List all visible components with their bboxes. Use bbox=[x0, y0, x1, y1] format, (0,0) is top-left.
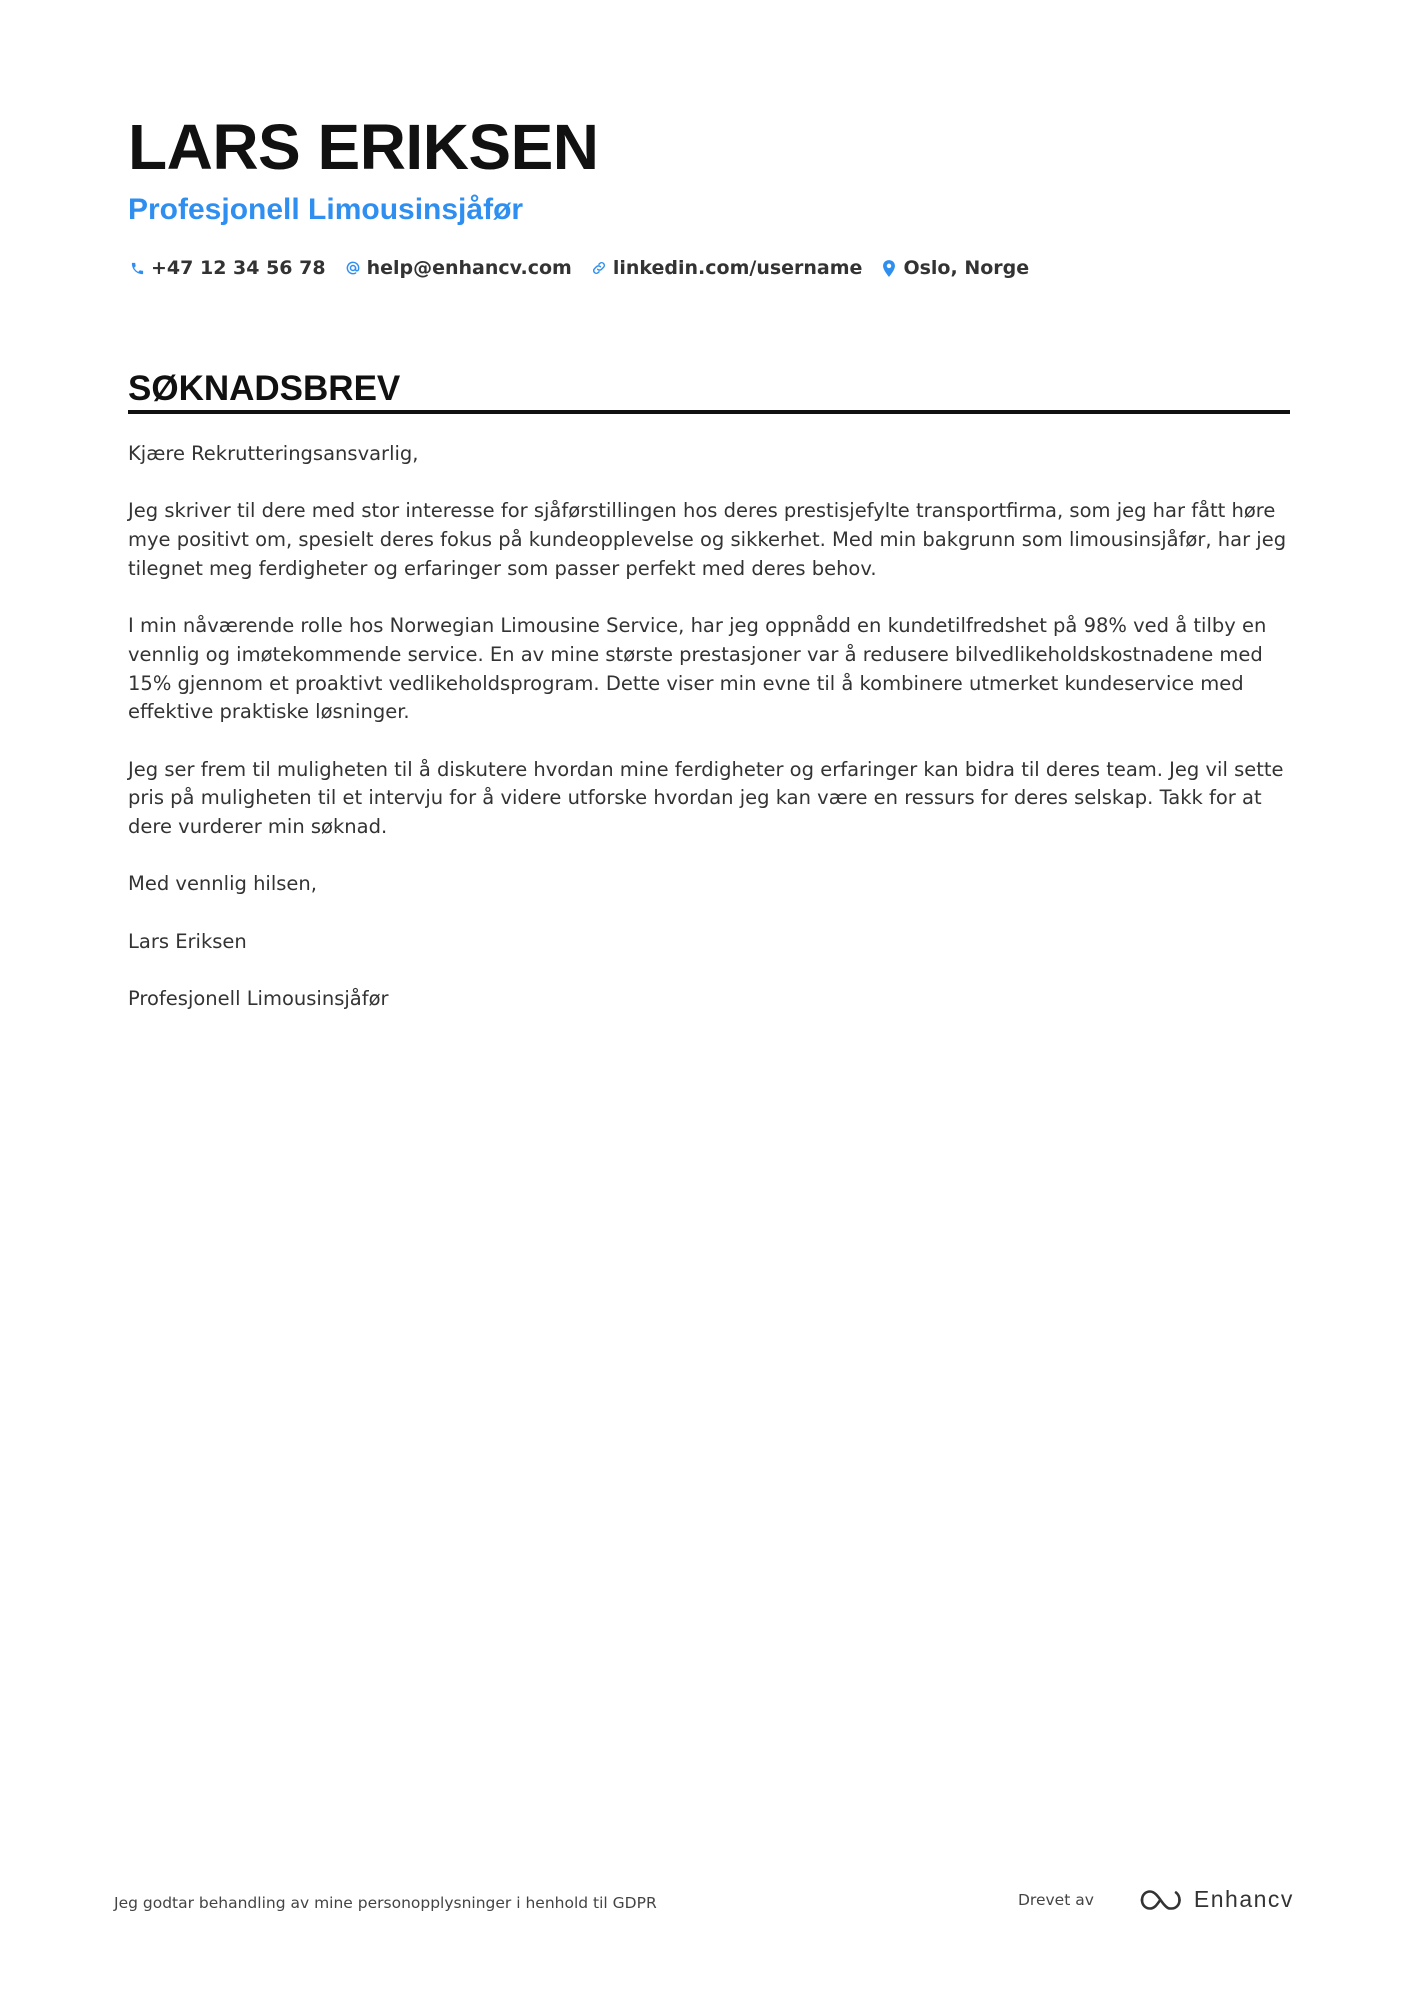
at-icon bbox=[344, 259, 362, 277]
letter-body bbox=[128, 440, 1290, 1043]
signature-title: Profesjonell Limousinsjåfør bbox=[128, 987, 389, 1011]
contact-location bbox=[880, 254, 1029, 282]
section-divider bbox=[128, 410, 1290, 414]
powered-by bbox=[1018, 1886, 1294, 1913]
enhancv-logo-icon bbox=[1138, 1887, 1184, 1913]
contact-linkedin[interactable] bbox=[590, 254, 863, 282]
link-icon bbox=[590, 259, 608, 277]
location-pin-icon bbox=[880, 259, 898, 277]
email-address[interactable]: help@enhancv.com bbox=[366, 257, 572, 279]
phone-number: +47 12 34 56 78 bbox=[151, 257, 326, 279]
location-text: Oslo, Norge bbox=[903, 257, 1030, 279]
letter-paragraph: Jeg skriver til dere med stor interesse for sjåførstillingen hos deres prestisjefylte transportfirma, som jeg har fått høre mye positivt om, spesielt deres fokus på kundeopplevelse og sikkerhet. Med min bakgrunn som limousinsjåfør, har jeg tilegnet meg ferdigheter og erfaringer som passer perfekt med deres behov. bbox=[128, 499, 1287, 580]
linkedin-url[interactable]: linkedin.com/username bbox=[612, 257, 863, 279]
applicant-name: LARS ERIKSEN bbox=[128, 111, 599, 183]
letter-closing: Med vennlig hilsen, bbox=[128, 872, 317, 896]
letter-greeting: Kjære Rekrutteringsansvarlig, bbox=[128, 442, 419, 465]
phone-icon bbox=[128, 259, 146, 277]
gdpr-consent-text: Jeg godtar behandling av mine personopplysninger i henhold til GDPR bbox=[114, 1894, 657, 1912]
enhancv-brand-name: Enhancv bbox=[1193, 1886, 1294, 1912]
letter-paragraph: I min nåværende rolle hos Norwegian Limousine Service, har jeg oppnådd en kundetilfredshet på 98% ved å tilby en vennlig og imøtekommende service. En av mine største prestasjoner var å redusere bilvedlikeholdskostnadene med 15% gjennom et proaktivt vedlikeholdsprogram. Dette viser min evne til å kombinere utmerket kundeservice med effektive praktiske løsninger. bbox=[128, 614, 1267, 724]
section-title: SØKNADSBREV bbox=[128, 369, 401, 408]
contact-email[interactable] bbox=[344, 254, 572, 282]
enhancv-logo[interactable] bbox=[1138, 1886, 1294, 1913]
contact-bar bbox=[128, 254, 1047, 282]
letter-paragraph: Jeg ser frem til muligheten til å diskutere hvordan mine ferdigheter og erfaringer kan bidra til deres team. Jeg vil sette pris på muligheten til et intervju for å videre utforske hvordan jeg kan være en ressurs for deres selskap. Takk for at dere vurderer min søknad. bbox=[128, 757, 1284, 839]
applicant-title: Profesjonell Limousinsjåfør bbox=[128, 193, 524, 226]
signature-name: Lars Eriksen bbox=[128, 929, 247, 953]
powered-by-label: Drevet av bbox=[1018, 1890, 1094, 1909]
contact-phone bbox=[128, 254, 326, 282]
